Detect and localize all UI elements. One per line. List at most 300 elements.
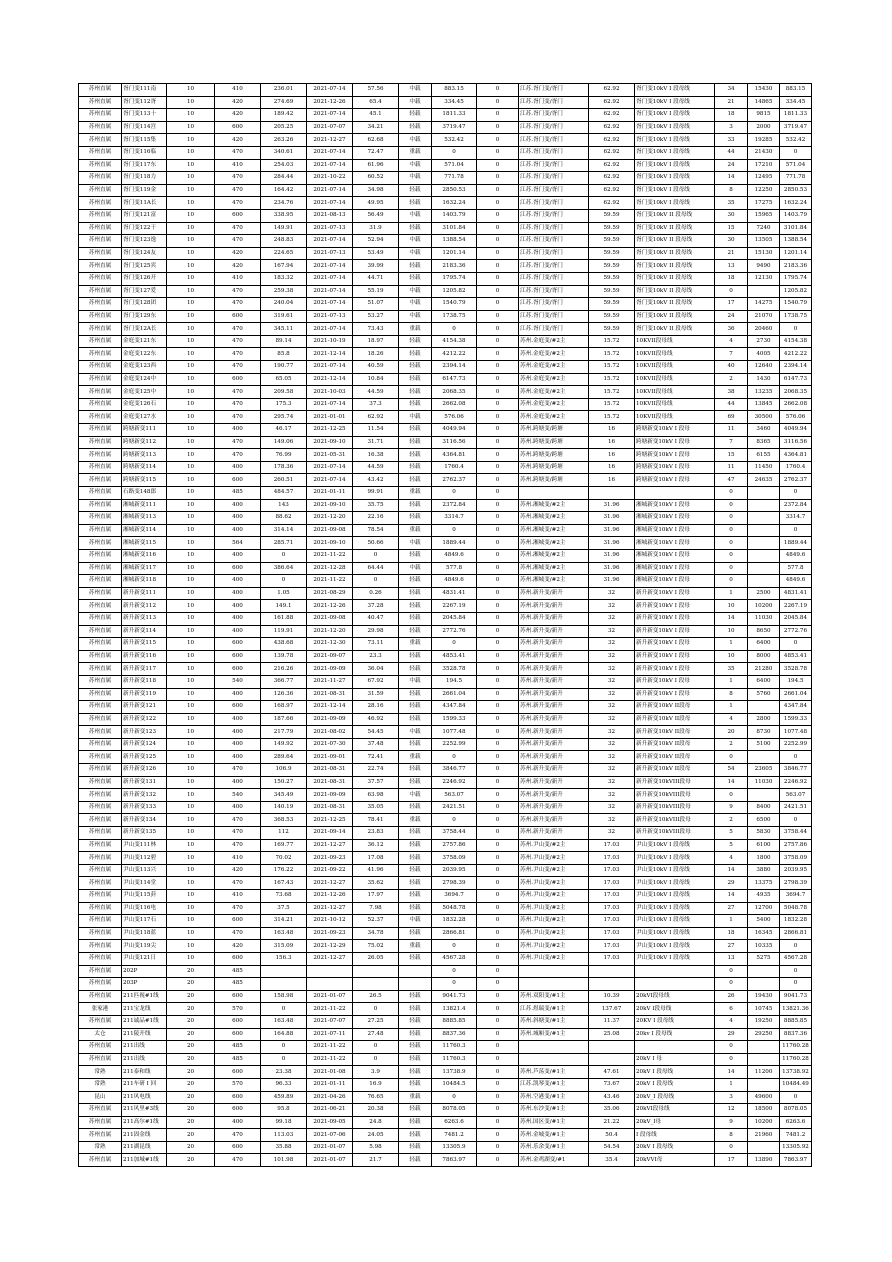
table-cell: 苏州直属 xyxy=(79,84,122,97)
table-row xyxy=(79,222,812,235)
table-cell: 新升新变117 xyxy=(122,663,167,676)
table-cell: 新升新变10kV I 段母 xyxy=(635,600,715,613)
table-cell: 10 xyxy=(167,474,215,487)
table-cell: 485 xyxy=(215,965,261,978)
table-cell: 2021-04-26 xyxy=(307,1091,353,1104)
table-cell: 3719.47 xyxy=(780,121,812,134)
table-cell: 24.05 xyxy=(353,1129,399,1142)
table-cell: 10 xyxy=(167,260,215,273)
table-cell: 211高尔#1线 xyxy=(122,1116,167,1129)
table-cell: 2021-12-29 xyxy=(307,940,353,953)
table-cell: 35.05 xyxy=(353,801,399,814)
table-cell: 400 xyxy=(215,713,261,726)
table-cell: 2021-11-22 xyxy=(307,1041,353,1054)
table-cell: 459.89 xyxy=(261,1091,307,1104)
table-cell: 常熟 xyxy=(79,1141,122,1154)
table-cell: I 段母线 xyxy=(635,1129,715,1142)
table-cell: 苏州直属 xyxy=(79,1015,122,1028)
table-cell: 3694.7 xyxy=(780,890,812,903)
table-row xyxy=(79,978,812,991)
table-cell: 尹山变114堂 xyxy=(122,877,167,890)
table-row xyxy=(79,1041,812,1054)
table-cell: 2021-09-10 xyxy=(307,436,353,449)
table-cell: 江苏.胥门变/胥门 xyxy=(519,146,589,159)
table-cell: 尹山变119尖 xyxy=(122,940,167,953)
table-cell: 67.92 xyxy=(353,675,399,688)
table-cell: 0 xyxy=(477,688,519,701)
table-cell: 10 xyxy=(167,361,215,374)
table-cell: 11030 xyxy=(748,776,780,789)
table-cell: 轻载 xyxy=(399,436,432,449)
table-cell: 0 xyxy=(477,197,519,210)
table-cell xyxy=(635,1041,715,1054)
table-cell: 571.04 xyxy=(432,159,477,172)
table-cell: 17275 xyxy=(748,197,780,210)
table-cell: 新升新变125 xyxy=(122,751,167,764)
table-cell: 7481.2 xyxy=(780,1129,812,1142)
table-cell: 54.54 xyxy=(589,1141,635,1154)
table-cell: 苏州直属 xyxy=(79,424,122,437)
table-cell: 苏州直属 xyxy=(79,197,122,210)
table-cell: 苏州直属 xyxy=(79,247,122,260)
table-cell: 胥门变10kV I 段母线 xyxy=(635,197,715,210)
table-cell: 470 xyxy=(215,298,261,311)
table-cell xyxy=(589,487,635,500)
table-cell: 胥门变10kV II 段母线 xyxy=(635,298,715,311)
table-cell: 10 xyxy=(167,638,215,651)
table-cell: 211加城#1线 xyxy=(122,1154,167,1167)
table-cell: 55.19 xyxy=(353,285,399,298)
table-cell: 31.96 xyxy=(589,575,635,588)
table-cell: 湘城新变115 xyxy=(122,537,167,550)
table-cell: 苏州直属 xyxy=(79,940,122,953)
table-cell: 0 xyxy=(477,386,519,399)
table-cell: 10 xyxy=(167,323,215,336)
table-cell: 0 xyxy=(477,638,519,651)
table-cell: 23.3 xyxy=(353,650,399,663)
table-cell: 600 xyxy=(215,990,261,1003)
table-cell: 10.39 xyxy=(589,990,635,1003)
table-row xyxy=(79,1028,812,1041)
table-cell: 4364.81 xyxy=(432,449,477,462)
table-cell: 400 xyxy=(215,751,261,764)
table-cell: 苏州.湘城变/#2主 xyxy=(519,562,589,575)
table-cell: 1795.74 xyxy=(432,272,477,285)
table-cell: 211宝龙线 xyxy=(122,1003,167,1016)
table-cell: 2021-07-14 xyxy=(307,298,353,311)
table-cell: 62.92 xyxy=(589,134,635,147)
table-cell xyxy=(748,1041,780,1054)
table-cell: 24 xyxy=(715,159,748,172)
table-cell xyxy=(307,965,353,978)
table-cell: 0 xyxy=(715,562,748,575)
table-cell: 3460 xyxy=(748,424,780,437)
table-cell: 10 xyxy=(167,751,215,764)
table-cell xyxy=(748,789,780,802)
table-cell: 11760.3 xyxy=(432,1041,477,1054)
table-cell: 15.72 xyxy=(589,335,635,348)
table-cell: 尹山变113兴 xyxy=(122,864,167,877)
table-cell: 1889.44 xyxy=(780,537,812,550)
table-cell: 江苏.胥门变/胥门 xyxy=(519,310,589,323)
table-cell: 2866.81 xyxy=(780,927,812,940)
table-cell: 2021-01-11 xyxy=(307,1078,353,1091)
table-cell: 10 xyxy=(167,839,215,852)
table-cell: 10 xyxy=(167,272,215,285)
table-cell: 563.07 xyxy=(432,789,477,802)
table-cell: 新升新变10kVIII段母 xyxy=(635,814,715,827)
table-row xyxy=(79,524,812,537)
table-cell: 2021-07-14 xyxy=(307,272,353,285)
table-cell: 苏州.乐余变/#1主 xyxy=(519,1141,589,1154)
table-row xyxy=(79,499,812,512)
table-cell: 532.42 xyxy=(432,134,477,147)
table-cell: 6147.73 xyxy=(780,373,812,386)
table-row xyxy=(79,776,812,789)
table-cell: 7481.2 xyxy=(432,1129,477,1142)
table-cell: 14275 xyxy=(748,298,780,311)
table-row xyxy=(79,197,812,210)
table-cell: 2 xyxy=(715,373,748,386)
table-cell: 3 xyxy=(715,121,748,134)
table-cell: 胥门变10kV I 段母线 xyxy=(635,84,715,97)
table-cell: 轻载 xyxy=(399,222,432,235)
table-cell: 17210 xyxy=(748,159,780,172)
feeder-load-table xyxy=(78,83,812,1167)
table-cell: 14 xyxy=(715,864,748,877)
table-cell: 胥门变10kV I 段母线 xyxy=(635,96,715,109)
table-cell: 2021-07-14 xyxy=(307,146,353,159)
table-cell: 62.92 xyxy=(589,184,635,197)
table-cell: 2183.36 xyxy=(780,260,812,273)
table-cell: 0 xyxy=(477,247,519,260)
table-cell xyxy=(399,978,432,991)
table-cell: 96.33 xyxy=(261,1078,307,1091)
table-cell: 苏州直属 xyxy=(79,764,122,777)
table-row xyxy=(79,713,812,726)
table-cell: 28.16 xyxy=(353,701,399,714)
table-cell: 尹山变10kV I 段母线 xyxy=(635,839,715,852)
table-cell: 2394.14 xyxy=(432,361,477,374)
table-cell: 3116.56 xyxy=(432,436,477,449)
table-row xyxy=(79,839,812,852)
table-cell: 50.66 xyxy=(353,537,399,550)
table-cell: 5 xyxy=(715,827,748,840)
table-cell: 苏州直属 xyxy=(79,650,122,663)
table-cell: 苏州直属 xyxy=(79,776,122,789)
table-cell: 4849.6 xyxy=(780,549,812,562)
table-cell: 38 xyxy=(715,386,748,399)
table-cell: 2021-07-07 xyxy=(307,1015,353,1028)
table-cell: 苏州直属 xyxy=(79,272,122,285)
table-cell: 34.78 xyxy=(353,927,399,940)
table-cell: 2252.99 xyxy=(432,738,477,751)
table-cell: 0 xyxy=(477,549,519,562)
table-cell: 2021-07-14 xyxy=(307,159,353,172)
table-cell: 78.54 xyxy=(353,524,399,537)
table-cell: 2772.76 xyxy=(780,625,812,638)
table-cell: 59.59 xyxy=(589,285,635,298)
table-cell: 轻载 xyxy=(399,902,432,915)
table-cell: 7240 xyxy=(748,222,780,235)
table-cell: 51.07 xyxy=(353,298,399,311)
table-cell: 139.78 xyxy=(261,650,307,663)
table-cell: 20kV I 段母线 xyxy=(635,1066,715,1079)
table-cell: 2021-09-08 xyxy=(307,524,353,537)
table-cell: 62.92 xyxy=(589,121,635,134)
table-cell: 32 xyxy=(589,801,635,814)
table-cell: 10 xyxy=(167,915,215,928)
table-cell: 苏州直属 xyxy=(79,184,122,197)
table-cell: 400 xyxy=(215,499,261,512)
table-row xyxy=(79,285,812,298)
table-cell xyxy=(748,1078,780,1091)
table-cell: 苏州.湘城变/#2主 xyxy=(519,524,589,537)
table-cell: 轻载 xyxy=(399,1066,432,1079)
table-cell: 1889.44 xyxy=(432,537,477,550)
table-cell: 400 xyxy=(215,524,261,537)
table-cell: 53.27 xyxy=(353,310,399,323)
table-cell: 江苏.凯琴变/#1主 xyxy=(519,1078,589,1091)
table-cell: 轻载 xyxy=(399,386,432,399)
table-cell: 43.46 xyxy=(589,1091,635,1104)
table-cell: 10 xyxy=(167,373,215,386)
table-cell: 2021-11-22 xyxy=(307,1003,353,1016)
table-cell: 8730 xyxy=(748,726,780,739)
table-cell: 2045.84 xyxy=(432,612,477,625)
table-cell: 10KVII段母线 xyxy=(635,373,715,386)
table-cell: 0 xyxy=(715,965,748,978)
table-cell: 17.03 xyxy=(589,952,635,965)
table-cell: 轻载 xyxy=(399,335,432,348)
table-cell: 20 xyxy=(167,990,215,1003)
table-cell: 0 xyxy=(780,940,812,953)
table-cell: 771.78 xyxy=(432,172,477,185)
table-cell: 苏州直属 xyxy=(79,801,122,814)
table-cell: 8400 xyxy=(748,801,780,814)
table-cell: 70.02 xyxy=(261,852,307,865)
table-cell: 中载 xyxy=(399,235,432,248)
table-cell: 22.16 xyxy=(353,512,399,525)
table-cell: 10 xyxy=(167,701,215,714)
table-cell: 苏州直属 xyxy=(79,499,122,512)
table-cell: 2021-01-01 xyxy=(307,411,353,424)
table-cell: 27.25 xyxy=(353,1015,399,1028)
table-cell: 苏州直属 xyxy=(79,852,122,865)
table-cell: 金庭变121东 xyxy=(122,335,167,348)
table-cell: 15130 xyxy=(748,247,780,260)
table-cell: 600 xyxy=(215,915,261,928)
table-cell: 2866.81 xyxy=(432,927,477,940)
table-cell: 140.19 xyxy=(261,801,307,814)
table-cell: 1077.48 xyxy=(780,726,812,739)
table-cell: 江苏.胥门变/胥门 xyxy=(519,159,589,172)
table-cell: 2762.37 xyxy=(432,474,477,487)
table-cell: 2021-12-27 xyxy=(307,839,353,852)
table-cell: 10 xyxy=(167,612,215,625)
table-cell: 10 xyxy=(167,209,215,222)
table-cell: 4049.94 xyxy=(780,424,812,437)
table-cell: 470 xyxy=(215,814,261,827)
table-row xyxy=(79,209,812,222)
table-cell: 新升新变10kV I 段母 xyxy=(635,650,715,663)
table-cell: 常熟 xyxy=(79,1066,122,1079)
table-cell: 0 xyxy=(477,713,519,726)
table-cell: 胥门变116临 xyxy=(122,146,167,159)
table-cell: 10 xyxy=(167,197,215,210)
table-row xyxy=(79,323,812,336)
table-cell: 新升新变10kVIII段母 xyxy=(635,827,715,840)
table-row xyxy=(79,1104,812,1117)
table-cell: 尹山变10kV I 段母线 xyxy=(635,952,715,965)
table-cell: 18500 xyxy=(748,1104,780,1117)
table-cell: 26.05 xyxy=(353,952,399,965)
table-cell: 中载 xyxy=(399,675,432,688)
table-cell: 湘城新变10kV I 段母 xyxy=(635,562,715,575)
table-cell: 20 xyxy=(167,965,215,978)
table-cell: 20kVVI母 xyxy=(635,1154,715,1167)
table-cell: 尹山变10kV I 段母线 xyxy=(635,940,715,953)
table-cell: 10 xyxy=(167,512,215,525)
table-cell: 2021-12-28 xyxy=(307,562,353,575)
table-cell: 32 xyxy=(589,751,635,764)
table-cell: 0 xyxy=(780,524,812,537)
table-cell: 新升新变10kV I 段母 xyxy=(635,587,715,600)
table-cell: 6400 xyxy=(748,638,780,651)
table-cell: 苏州.尹山变/#2主 xyxy=(519,877,589,890)
table-cell: 苏州.金庭变/#2主 xyxy=(519,411,589,424)
table-cell: 27 xyxy=(715,940,748,953)
table-cell: 40 xyxy=(715,361,748,374)
table-cell: 苏州直属 xyxy=(79,575,122,588)
table-cell: 32 xyxy=(589,789,635,802)
table-cell: 163.48 xyxy=(261,927,307,940)
table-cell: 新升新变132 xyxy=(122,789,167,802)
table-cell: 10KVII段母线 xyxy=(635,386,715,399)
table-cell: 苏州.新升变/新升 xyxy=(519,713,589,726)
table-cell: 2661.04 xyxy=(432,688,477,701)
table-cell: 苏州.新升变/新升 xyxy=(519,612,589,625)
table-cell: 5048.78 xyxy=(432,902,477,915)
table-cell: 32 xyxy=(589,625,635,638)
table-cell: 10 xyxy=(715,625,748,638)
table-cell: 176.22 xyxy=(261,864,307,877)
table-cell: 470 xyxy=(215,927,261,940)
table-cell: 轻载 xyxy=(399,625,432,638)
table-cell: 2021-07-14 xyxy=(307,361,353,374)
table-cell: 1540.79 xyxy=(780,298,812,311)
table-cell: 190.77 xyxy=(261,361,307,374)
table-cell: 1205.82 xyxy=(780,285,812,298)
table-cell: 0 xyxy=(432,524,477,537)
table-cell: 29 xyxy=(715,877,748,890)
table-cell: 10 xyxy=(167,247,215,260)
table-cell: 15430 xyxy=(748,84,780,97)
table-cell: 苏州.尹山变/#2主 xyxy=(519,839,589,852)
table-cell: 16 xyxy=(589,449,635,462)
table-cell: 470 xyxy=(215,827,261,840)
table-cell: 苏州直属 xyxy=(79,172,122,185)
table-cell: 7863.97 xyxy=(432,1154,477,1167)
table-cell: 0.26 xyxy=(353,587,399,600)
table-cell: 16 xyxy=(589,474,635,487)
table-cell: 211出线 xyxy=(122,1053,167,1066)
table-cell: 2021-12-25 xyxy=(307,814,353,827)
table-cell xyxy=(748,499,780,512)
table-cell: 883.15 xyxy=(780,84,812,97)
table-cell: 0 xyxy=(477,587,519,600)
table-cell: 20kv I 段母线 xyxy=(635,1028,715,1041)
table-cell: 14865 xyxy=(748,96,780,109)
table-cell: 中载 xyxy=(399,159,432,172)
table-cell: 15.72 xyxy=(589,373,635,386)
table-cell: 苏州.新升变/新升 xyxy=(519,726,589,739)
table-cell: 44.59 xyxy=(353,386,399,399)
table-cell: 苏州直属 xyxy=(79,789,122,802)
table-cell: 苏州直属 xyxy=(79,562,122,575)
table-cell: 2757.86 xyxy=(780,839,812,852)
table-cell: 470 xyxy=(215,222,261,235)
table-cell: 轻载 xyxy=(399,184,432,197)
table-cell: 410 xyxy=(215,84,261,97)
table-cell: 0 xyxy=(780,814,812,827)
table-cell: 苏州直属 xyxy=(79,487,122,500)
table-cell: 334.45 xyxy=(780,96,812,109)
table-cell: 苏州.跨塘变/跨塘 xyxy=(519,449,589,462)
table-cell: 苏州直属 xyxy=(79,990,122,1003)
table-cell: 470 xyxy=(215,197,261,210)
table-cell: 4 xyxy=(715,713,748,726)
table-cell: 苏州.尹山变/#2主 xyxy=(519,952,589,965)
table-cell: 72.41 xyxy=(353,751,399,764)
table-row xyxy=(79,109,812,122)
table-cell: 2021-12-14 xyxy=(307,701,353,714)
table-cell: 江苏.胥门变/胥门 xyxy=(519,222,589,235)
table-cell: 2850.53 xyxy=(432,184,477,197)
table-cell: 新升新变111 xyxy=(122,587,167,600)
table-cell: 1 xyxy=(715,915,748,928)
table-cell: 4567.28 xyxy=(432,952,477,965)
table-cell: 314.21 xyxy=(261,915,307,928)
table-cell: 35.88 xyxy=(261,1141,307,1154)
table-cell: 600 xyxy=(215,1028,261,1041)
table-row xyxy=(79,361,812,374)
table-cell xyxy=(635,487,715,500)
table-row xyxy=(79,235,812,248)
table-cell: 59.59 xyxy=(589,323,635,336)
table-cell: 3.9 xyxy=(353,1066,399,1079)
table-cell: 11200 xyxy=(748,1066,780,1079)
table-cell: 苏州.斜塘变/#1主 xyxy=(519,1015,589,1028)
table-cell: 新升新变10kV I 段母 xyxy=(635,612,715,625)
table-cell: 2021-09-23 xyxy=(307,927,353,940)
table-cell: 轻载 xyxy=(399,587,432,600)
table-cell: 15.72 xyxy=(589,361,635,374)
table-cell: 轻载 xyxy=(399,927,432,940)
table-cell: 张家港 xyxy=(79,1003,122,1016)
table-cell: 16 xyxy=(589,461,635,474)
table-row xyxy=(79,1154,812,1167)
table-cell: 苏州.尹山变/#2主 xyxy=(519,927,589,940)
table-cell: 0 xyxy=(780,978,812,991)
table-cell: 胥门变112胥 xyxy=(122,96,167,109)
table-cell: 32 xyxy=(589,638,635,651)
table-cell: 470 xyxy=(215,348,261,361)
table-cell: 202P xyxy=(122,965,167,978)
table-cell: 苏州.新升变/新升 xyxy=(519,675,589,688)
table-row xyxy=(79,827,812,840)
table-cell: 52.37 xyxy=(353,915,399,928)
